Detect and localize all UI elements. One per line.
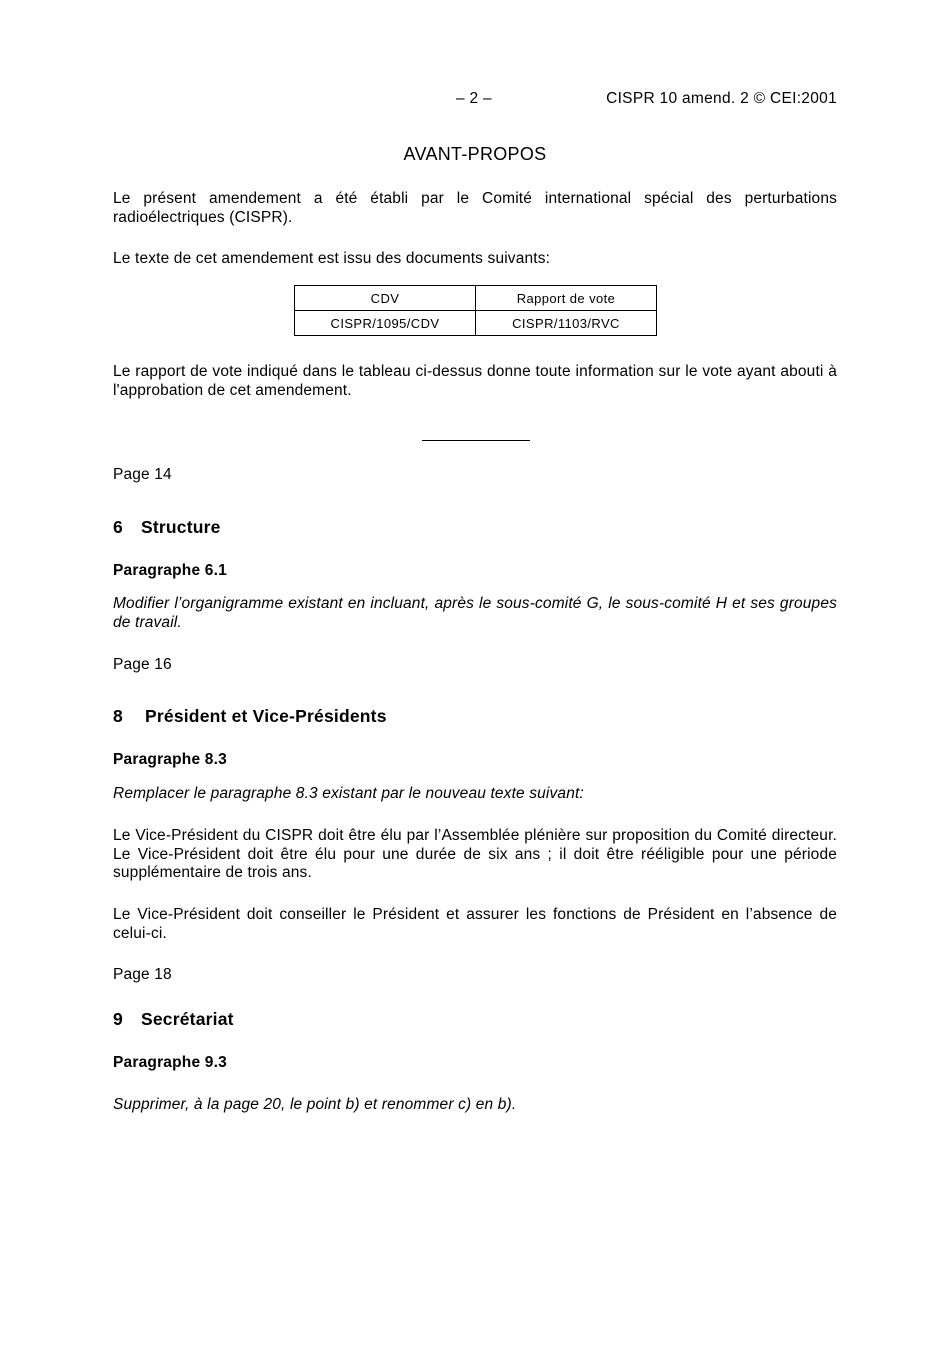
section-number: 6 (113, 517, 123, 537)
section-heading-secretariat (113, 1009, 234, 1030)
new-text-paragraph-2: Le Vice-Président doit conseiller le Président et assurer les fonctions de Président en l’absence de celui-ci. (113, 906, 837, 942)
table-header-vote-report: Rapport de vote (476, 286, 657, 311)
table-header-cdv: CDV (295, 286, 476, 311)
table-row (295, 311, 657, 336)
page-reference-14: Page 14 (113, 466, 172, 483)
intro-paragraph: Le présent amendement a été établi par le Comité international spécial des perturbations radioélectriques (CISPR). (113, 190, 837, 226)
page-number: – 2 – (456, 90, 492, 107)
instruction-9-3: Supprimer, à la page 20, le point b) et renommer c) en b). (113, 1096, 517, 1113)
paragraph-heading-9-3: Paragraphe 9.3 (113, 1054, 227, 1071)
voting-table (294, 285, 657, 336)
section-heading-president (113, 706, 387, 727)
section-number: 8 (113, 706, 123, 726)
table-cell-cdv: CISPR/1095/CDV (295, 311, 476, 336)
section-heading-structure (113, 517, 221, 538)
page-reference-18: Page 18 (113, 966, 172, 983)
separator-rule (422, 440, 530, 441)
section-title: Structure (141, 517, 221, 537)
section-number: 9 (113, 1009, 123, 1029)
instruction-6-1: Modifier l’organigramme existant en incluant, après le sous-comité G, le sous-comité H et ses groupes de travail. (113, 595, 837, 631)
new-text-paragraph-1: Le Vice-Président du CISPR doit être élu par l’Assemblée plénière sur proposition du Comité directeur. Le Vice-Président doit être élu pour une durée de six ans ; il doit être rééligible pour une période supplémentaire de trois ans. (113, 827, 837, 881)
page-reference-16: Page 16 (113, 656, 172, 673)
section-title: Président et Vice-Présidents (145, 706, 387, 726)
table-cell-rvc: CISPR/1103/RVC (476, 311, 657, 336)
table-header-row (295, 286, 657, 311)
document-reference: CISPR 10 amend. 2 © CEI:2001 (606, 90, 837, 107)
documents-intro: Le texte de cet amendement est issu des documents suivants: (113, 250, 551, 267)
foreword-title: AVANT-PROPOS (403, 144, 547, 164)
paragraph-heading-8-3: Paragraphe 8.3 (113, 751, 227, 768)
instruction-8-3: Remplacer le paragraphe 8.3 existant par le nouveau texte suivant: (113, 785, 584, 802)
vote-report-paragraph: Le rapport de vote indiqué dans le tableau ci-dessus donne toute information sur le vote ayant abouti à l'approbation de cet amendement. (113, 363, 837, 399)
paragraph-heading-6-1: Paragraphe 6.1 (113, 562, 227, 579)
section-title: Secrétariat (141, 1009, 234, 1029)
